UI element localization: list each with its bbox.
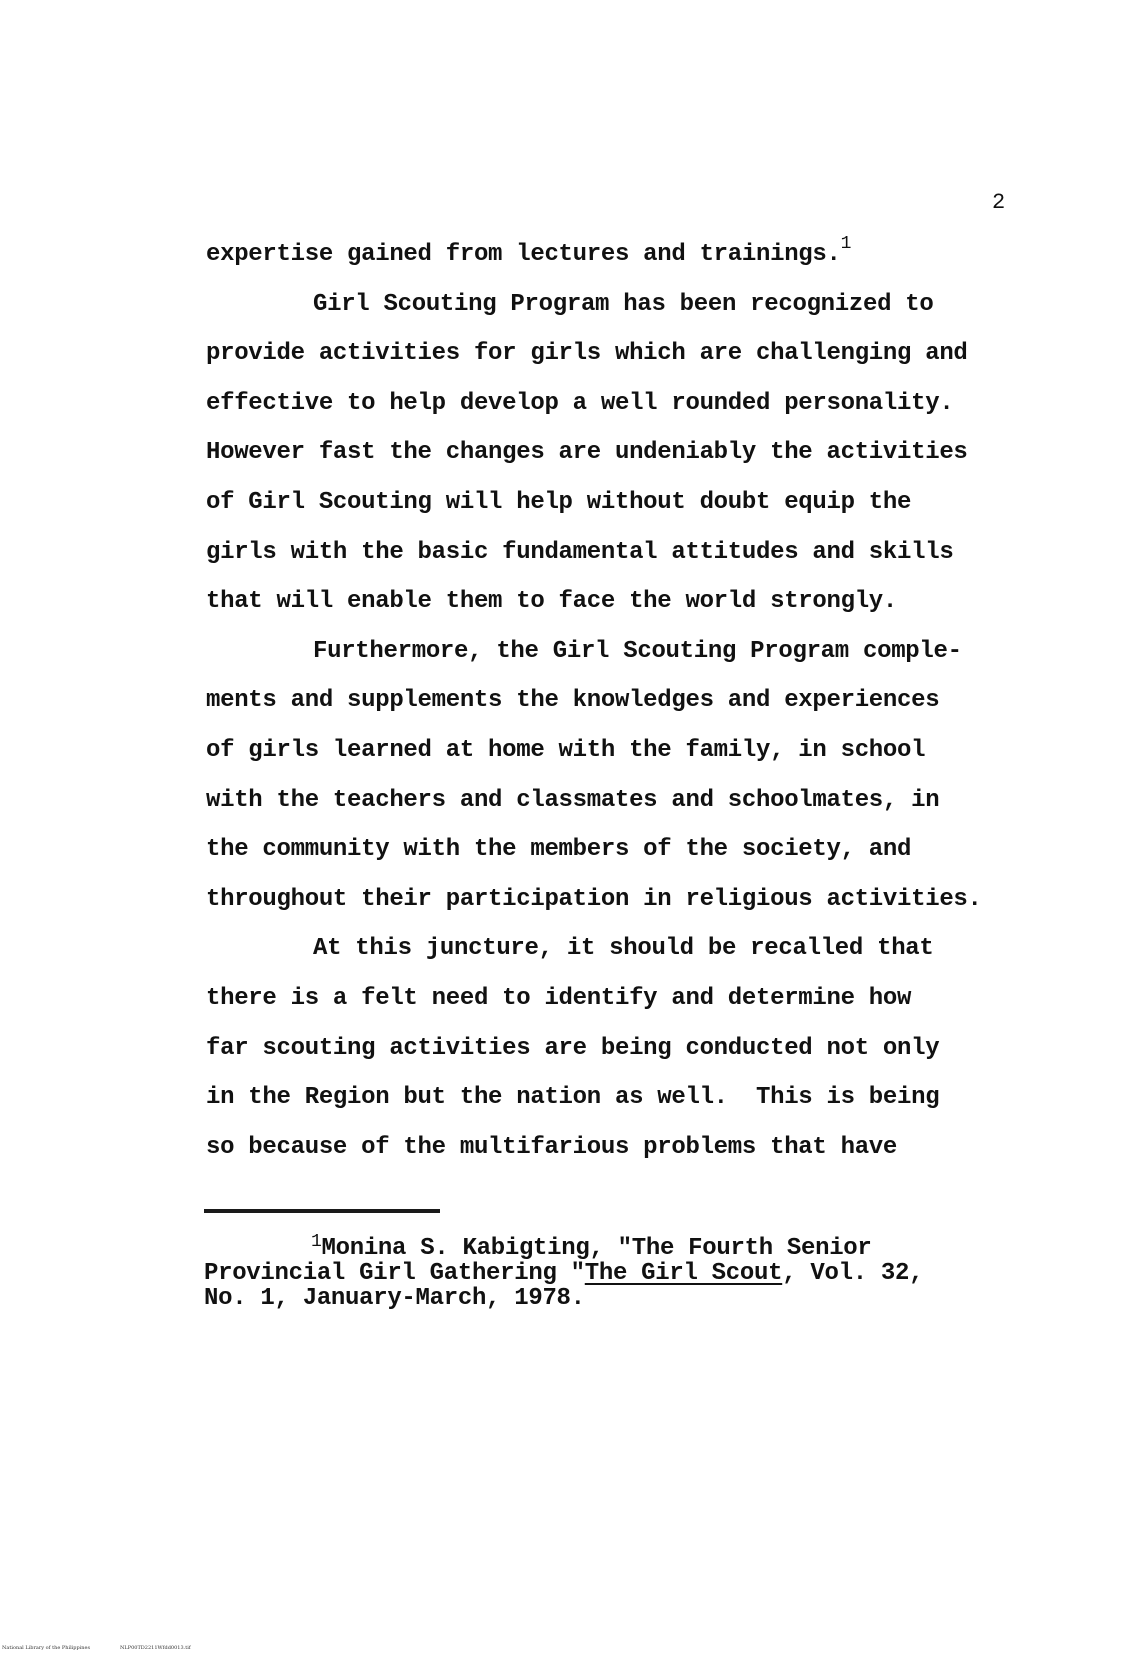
body-line: effective to help develop a well rounded personality. bbox=[206, 389, 954, 417]
paragraph-start: Furthermore, the Girl Scouting Program comple- bbox=[313, 637, 962, 665]
body-line: with the teachers and classmates and schoolmates, in bbox=[206, 786, 940, 814]
body-line: of Girl Scouting will help without doubt equip the bbox=[206, 488, 912, 516]
body-line: expertise gained from lectures and trainings.$^1$ bbox=[206, 234, 852, 268]
body-line: ments and supplements the knowledges and experiences bbox=[206, 687, 940, 715]
footnote-reference: 1 bbox=[840, 234, 852, 254]
body-line: However fast the changes are undeniably the activities bbox=[206, 439, 968, 467]
body-text bbox=[206, 230, 1026, 1172]
footnote-line: No. 1, January-March, 1978. bbox=[204, 1285, 585, 1312]
footnote-line: $^1$Monina S. Kabigting, "The Fourth Senior bbox=[311, 1232, 872, 1262]
body-line: there is a felt need to identify and determine how bbox=[206, 984, 912, 1012]
footnote-divider bbox=[204, 1209, 440, 1213]
footnote-mark: 1 bbox=[311, 1232, 322, 1252]
scan-caption bbox=[2, 1645, 221, 1651]
body-line: far scouting activities are being conducted not only bbox=[206, 1034, 940, 1062]
body-line: throughout their participation in religious activities. bbox=[206, 885, 982, 913]
body-line: the community with the members of the society, and bbox=[206, 836, 912, 864]
paragraph-start: Girl Scouting Program has been recognized to bbox=[313, 290, 934, 318]
footnote bbox=[204, 1232, 1024, 1312]
paragraph-start: At this juncture, it should be recalled that bbox=[313, 935, 934, 963]
body-line: girls with the basic fundamental attitudes and skills bbox=[206, 538, 954, 566]
body-line: so because of the multifarious problems that have bbox=[206, 1133, 898, 1161]
file-name: NLP00TD2211Wfdd0013.tif bbox=[120, 1645, 191, 1651]
body-line: of girls learned at home with the family, in school bbox=[206, 736, 926, 764]
library-name: National Library of the Philippines bbox=[2, 1645, 91, 1651]
publication-title: The Girl Scout bbox=[584, 1260, 783, 1287]
body-line: provide activities for girls which are challenging and bbox=[206, 340, 968, 368]
footnote-line: Provincial Girl Gathering "The Girl Scout, Vol. 32, bbox=[204, 1260, 924, 1287]
body-line: that will enable them to face the world strongly. bbox=[206, 588, 898, 616]
body-line: in the Region but the nation as well. This is being bbox=[206, 1084, 940, 1112]
page-number: 2 bbox=[992, 190, 1006, 215]
